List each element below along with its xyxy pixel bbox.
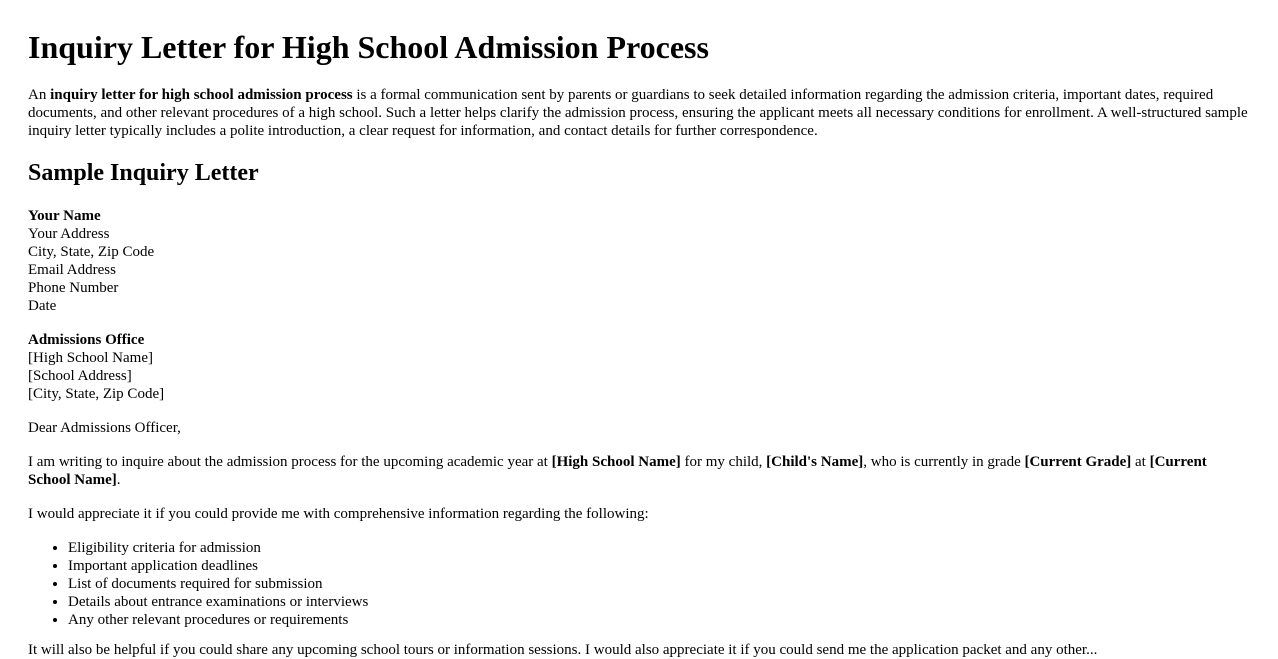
p1-text-2: for my child, (680, 454, 767, 470)
p1-text-4: at (1131, 454, 1150, 470)
recipient-block (28, 331, 1250, 403)
p1-text-5: . (116, 472, 121, 488)
sender-block (28, 207, 1250, 315)
salutation: Dear Admissions Officer, (28, 420, 181, 436)
recipient-city: [City, State, Zip Code] (28, 386, 165, 402)
p1-text-3: , who is currently in grade (863, 454, 1025, 470)
intro-post: is a formal communication sent by parents or guardians to seek detailed information regarding the admission criteria, important dates, required documents, and other relevant procedures of a high school. Such a letter helps clarify the admission process, ensuring the applicant meets all necessary conditions for enrollment. A well-structured sample inquiry letter typically includes a polite introduction, a clear request for information, and contact details for further correspondence. (28, 87, 1248, 139)
requirements-list (28, 539, 368, 629)
section-heading: Sample Inquiry Letter (28, 160, 259, 186)
list-item: • List of documents required for submission (68, 575, 368, 593)
sender-address: Your Address (28, 226, 110, 242)
sender-name: Your Name (28, 208, 101, 224)
recipient-name: Admissions Office (28, 332, 145, 348)
recipient-address: [School Address] (28, 368, 132, 384)
page-title: Inquiry Letter for High School Admission Process (28, 29, 709, 65)
recipient-school: [High School Name] (28, 350, 153, 366)
sender-date: Date (28, 298, 57, 314)
sender-phone: Phone Number (28, 280, 119, 296)
intro-paragraph (28, 86, 1250, 140)
list-item: • Important application deadlines (68, 557, 368, 575)
sender-city: City, State, Zip Code (28, 244, 155, 260)
p1-text-1: I am writing to inquire about the admission process for the upcoming academic year at (28, 454, 552, 470)
p1-current-grade: [Current Grade] (1024, 454, 1132, 470)
intro-pre: An (28, 87, 51, 103)
p1-current-school: [Current School Name] (28, 454, 1207, 488)
p1-child-name: [Child's Name] (766, 454, 864, 470)
letter-paragraph-3-partial: It will also be helpful if you could share any upcoming school tours or information sessions. I would also appreciate it if you could send me the application packet and any other... (28, 642, 1098, 658)
sender-email: Email Address (28, 262, 116, 278)
letter-paragraph-1 (28, 453, 1250, 489)
letter-paragraph-2: I would appreciate it if you could provide me with comprehensive information regarding the following: (28, 506, 649, 522)
intro-bold-term: inquiry letter for high school admission process (50, 87, 353, 103)
list-item: • Eligibility criteria for admission (68, 539, 368, 557)
p1-school-name: [High School Name] (551, 454, 681, 470)
list-item: • Details about entrance examinations or interviews (68, 593, 368, 611)
list-item: • Any other relevant procedures or requirements (68, 611, 368, 629)
